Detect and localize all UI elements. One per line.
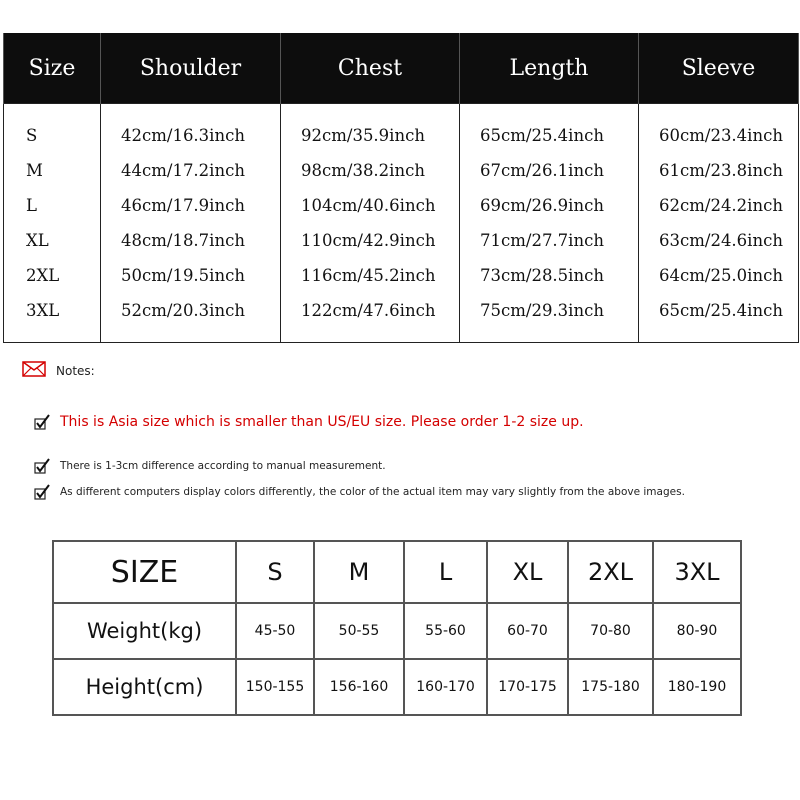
chest-cell: 104cm/40.6inch bbox=[281, 188, 460, 223]
weight-cell: 60-70 bbox=[487, 603, 568, 659]
table-row bbox=[4, 223, 799, 258]
checkbox-checked-icon bbox=[34, 484, 50, 500]
note-item bbox=[34, 414, 584, 430]
shoulder-cell: 44cm/17.2inch bbox=[101, 153, 281, 188]
weight-row bbox=[53, 603, 741, 659]
sleeve-cell: 64cm/25.0inch bbox=[639, 258, 799, 293]
note-text-asia-size: This is Asia size which is smaller than US/EU size. Please order 1-2 size up. bbox=[60, 414, 584, 430]
table-row bbox=[4, 293, 799, 343]
checkbox-checked-icon bbox=[34, 414, 50, 430]
length-cell: 65cm/25.4inch bbox=[460, 104, 639, 154]
weight-cell: 50-55 bbox=[314, 603, 404, 659]
size-col-m: M bbox=[314, 541, 404, 603]
header-shoulder: Shoulder bbox=[101, 33, 281, 104]
length-cell: 75cm/29.3inch bbox=[460, 293, 639, 343]
sleeve-cell: 62cm/24.2inch bbox=[639, 188, 799, 223]
length-cell: 69cm/26.9inch bbox=[460, 188, 639, 223]
height-cell: 156-160 bbox=[314, 659, 404, 715]
chest-cell: 110cm/42.9inch bbox=[281, 223, 460, 258]
height-cell: 150-155 bbox=[236, 659, 314, 715]
table-row bbox=[4, 188, 799, 223]
length-cell: 73cm/28.5inch bbox=[460, 258, 639, 293]
size-cell: 3XL bbox=[4, 293, 101, 343]
size-cell: M bbox=[4, 153, 101, 188]
size-cell: XL bbox=[4, 223, 101, 258]
sleeve-cell: 63cm/24.6inch bbox=[639, 223, 799, 258]
weight-cell: 45-50 bbox=[236, 603, 314, 659]
height-label: Height(cm) bbox=[53, 659, 236, 715]
sleeve-cell: 65cm/25.4inch bbox=[639, 293, 799, 343]
chest-cell: 92cm/35.9inch bbox=[281, 104, 460, 154]
checkbox-checked-icon bbox=[34, 458, 50, 474]
size-col-3xl: 3XL bbox=[653, 541, 741, 603]
shoulder-cell: 52cm/20.3inch bbox=[101, 293, 281, 343]
size-col-l: L bbox=[404, 541, 487, 603]
size-col-2xl: 2XL bbox=[568, 541, 653, 603]
weight-height-table bbox=[52, 540, 742, 716]
size-col-s: S bbox=[236, 541, 314, 603]
height-cell: 160-170 bbox=[404, 659, 487, 715]
notes-heading bbox=[22, 361, 95, 380]
size-header-label: SIZE bbox=[53, 541, 236, 603]
size-cell: 2XL bbox=[4, 258, 101, 293]
weight-cell: 80-90 bbox=[653, 603, 741, 659]
length-cell: 67cm/26.1inch bbox=[460, 153, 639, 188]
size-col-xl: XL bbox=[487, 541, 568, 603]
header-length: Length bbox=[460, 33, 639, 104]
weight-cell: 70-80 bbox=[568, 603, 653, 659]
shoulder-cell: 42cm/16.3inch bbox=[101, 104, 281, 154]
sleeve-cell: 60cm/23.4inch bbox=[639, 104, 799, 154]
size-header-row bbox=[53, 541, 741, 603]
height-cell: 175-180 bbox=[568, 659, 653, 715]
envelope-icon bbox=[22, 361, 46, 380]
note-item bbox=[34, 484, 685, 500]
notes-title: Notes: bbox=[56, 363, 95, 378]
table-row bbox=[4, 153, 799, 188]
chest-cell: 116cm/45.2inch bbox=[281, 258, 460, 293]
weight-label: Weight(kg) bbox=[53, 603, 236, 659]
length-cell: 71cm/27.7inch bbox=[460, 223, 639, 258]
weight-cell: 55-60 bbox=[404, 603, 487, 659]
shoulder-cell: 46cm/17.9inch bbox=[101, 188, 281, 223]
height-row bbox=[53, 659, 741, 715]
height-cell: 180-190 bbox=[653, 659, 741, 715]
size-chart-header-row bbox=[4, 33, 799, 104]
chest-cell: 98cm/38.2inch bbox=[281, 153, 460, 188]
size-cell: L bbox=[4, 188, 101, 223]
table-row bbox=[4, 258, 799, 293]
header-sleeve: Sleeve bbox=[639, 33, 799, 104]
size-cell: S bbox=[4, 104, 101, 154]
note-item bbox=[34, 458, 386, 474]
height-cell: 170-175 bbox=[487, 659, 568, 715]
note-text-measurement: There is 1-3cm difference according to manual measurement. bbox=[60, 460, 386, 472]
sleeve-cell: 61cm/23.8inch bbox=[639, 153, 799, 188]
header-chest: Chest bbox=[281, 33, 460, 104]
header-size: Size bbox=[4, 33, 101, 104]
shoulder-cell: 50cm/19.5inch bbox=[101, 258, 281, 293]
size-chart-table bbox=[3, 33, 799, 343]
table-row bbox=[4, 104, 799, 154]
chest-cell: 122cm/47.6inch bbox=[281, 293, 460, 343]
note-text-colors: As different computers display colors differently, the color of the actual item may vary slightly from the above images. bbox=[60, 486, 685, 498]
shoulder-cell: 48cm/18.7inch bbox=[101, 223, 281, 258]
